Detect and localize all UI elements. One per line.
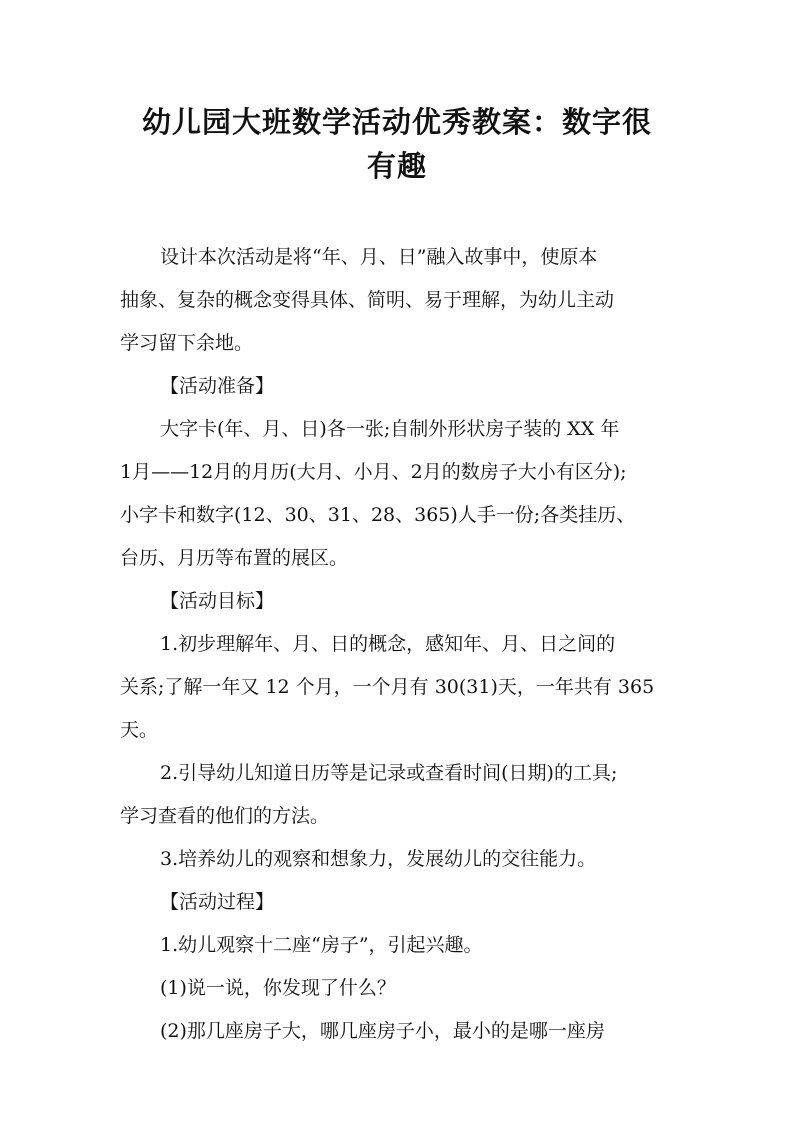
document-title-line-1: 幼儿园大班数学活动优秀教案：数字很 xyxy=(141,105,652,139)
section-heading: 【活动过程】 xyxy=(160,891,275,913)
paragraph-line: 大字卡(年、月、日)各一张;自制外形状房子装的 XX 年 xyxy=(160,418,620,440)
paragraph-line: 学习查看的他们的方法。 xyxy=(120,805,330,827)
section-heading: 【活动目标】 xyxy=(160,590,275,612)
paragraph-line: 关系;了解一年又 12 个月，一个月有 30(31)天，一年共有 365 xyxy=(120,676,655,698)
paragraph-line: (2)那几座房子大，哪几座房子小，最小的是哪一座房 xyxy=(160,1020,605,1042)
paragraph-line: 学习留下余地。 xyxy=(120,332,254,354)
paragraph-line: 2.引导幼儿知道日历等是记录或查看时间(日期)的工具; xyxy=(160,762,618,784)
paragraph-line: 台历、月历等布置的展区。 xyxy=(120,547,349,569)
document-title-line-2: 有趣 xyxy=(366,149,427,183)
paragraph-line: 抽象、复杂的概念变得具体、简明、易于理解，为幼儿主动 xyxy=(120,289,615,311)
paragraph-line: 天。 xyxy=(120,719,159,741)
paragraph-line: 3.培养幼儿的观察和想象力，发展幼儿的交往能力。 xyxy=(160,848,597,870)
paragraph-line: (1)说一说，你发现了什么？ xyxy=(160,977,396,999)
paragraph-line: 1月——12月的月历(大月、小月、2月的数房子大小有区分); xyxy=(120,461,627,483)
section-heading: 【活动准备】 xyxy=(160,375,275,397)
paragraph-line: 设计本次活动是将“年、月、日”融入故事中，使原本 xyxy=(160,246,598,268)
paragraph-line: 1.幼儿观察十二座“房子”，引起兴趣。 xyxy=(160,934,483,956)
paragraph-line: 1.初步理解年、月、日的概念，感知年、月、日之间的 xyxy=(160,633,616,655)
paragraph-line: 小字卡和数字(12、30、31、28、365)人手一份;各类挂历、 xyxy=(120,504,636,526)
